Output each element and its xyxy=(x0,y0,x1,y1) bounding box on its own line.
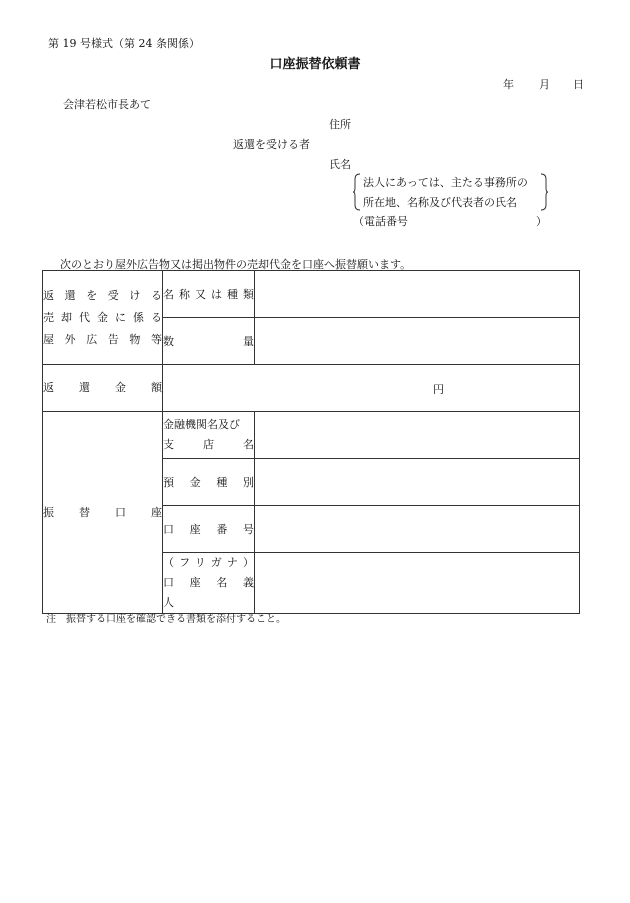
form-number: 第 19 号様式（第 24 条関係） xyxy=(48,37,200,50)
document-title: 口座振替依頼書 xyxy=(269,57,361,72)
table-row xyxy=(43,365,580,412)
corporation-note-line2: 所在地、名称及び代表者の氏名 xyxy=(363,196,517,209)
account-number-label: 口 座 番 号 xyxy=(163,506,255,553)
bank-branch-field[interactable] xyxy=(255,412,580,459)
refund-item-label xyxy=(43,271,163,365)
bank-branch-label-line2: 支 店 名 xyxy=(163,438,254,451)
yen-unit: 円 xyxy=(433,383,444,396)
footnote: 注 振替する口座を確認できる書類を添付すること。 xyxy=(46,614,286,625)
phone-close-paren: ） xyxy=(536,215,547,228)
date-year-label: 年 xyxy=(503,78,514,91)
left-brace-icon xyxy=(353,173,361,211)
bank-branch-label xyxy=(163,412,255,459)
account-number-field[interactable] xyxy=(255,506,580,553)
refund-amount-label: 返 還 金 額 xyxy=(43,365,163,412)
account-holder-label-text: 口 座 名 義 人 xyxy=(163,576,265,609)
deposit-type-field[interactable] xyxy=(255,459,580,506)
transfer-account-label: 振 替 口 座 xyxy=(43,412,163,614)
date-month-label: 月 xyxy=(539,78,550,91)
account-holder-field[interactable] xyxy=(255,553,580,614)
refund-recipient-label: 返還を受ける者 xyxy=(233,138,310,151)
name-or-type-field[interactable] xyxy=(255,271,580,318)
furigana-label: （フリガナ） xyxy=(163,556,254,569)
deposit-type-label: 預 金 種 別 xyxy=(163,459,255,506)
account-holder-label xyxy=(163,553,265,614)
right-brace-icon xyxy=(540,173,548,211)
intro-text: 次のとおり屋外広告物又は掲出物件の売却代金を口座へ振替願います。 xyxy=(60,258,412,271)
bank-branch-label-line1: 金融機関名及び xyxy=(163,418,240,431)
table-row xyxy=(43,271,580,318)
refund-amount-field[interactable] xyxy=(163,365,580,412)
corporation-note-line1: 法人にあっては、主たる事務所の xyxy=(363,176,528,189)
refund-item-label-line2: 売却代金に係る xyxy=(43,310,162,324)
phone-label: （電話番号 xyxy=(353,215,408,228)
quantity-field[interactable] xyxy=(255,318,580,365)
phone-row xyxy=(353,213,545,227)
table-row xyxy=(43,412,580,459)
date-row xyxy=(495,76,585,90)
addressee: 会津若松市長あて xyxy=(63,98,151,111)
corporation-note xyxy=(353,173,548,211)
name-or-type-label: 名称又は種類 xyxy=(163,271,255,318)
address-label: 住所 xyxy=(329,118,351,131)
application-table xyxy=(42,270,580,614)
date-day-label: 日 xyxy=(573,78,584,91)
refund-item-label-line1: 返還を受ける xyxy=(43,288,162,302)
refund-item-label-line3: 屋外広告物等 xyxy=(43,332,162,346)
name-label: 氏名 xyxy=(329,158,351,171)
quantity-label: 数 量 xyxy=(163,318,255,365)
